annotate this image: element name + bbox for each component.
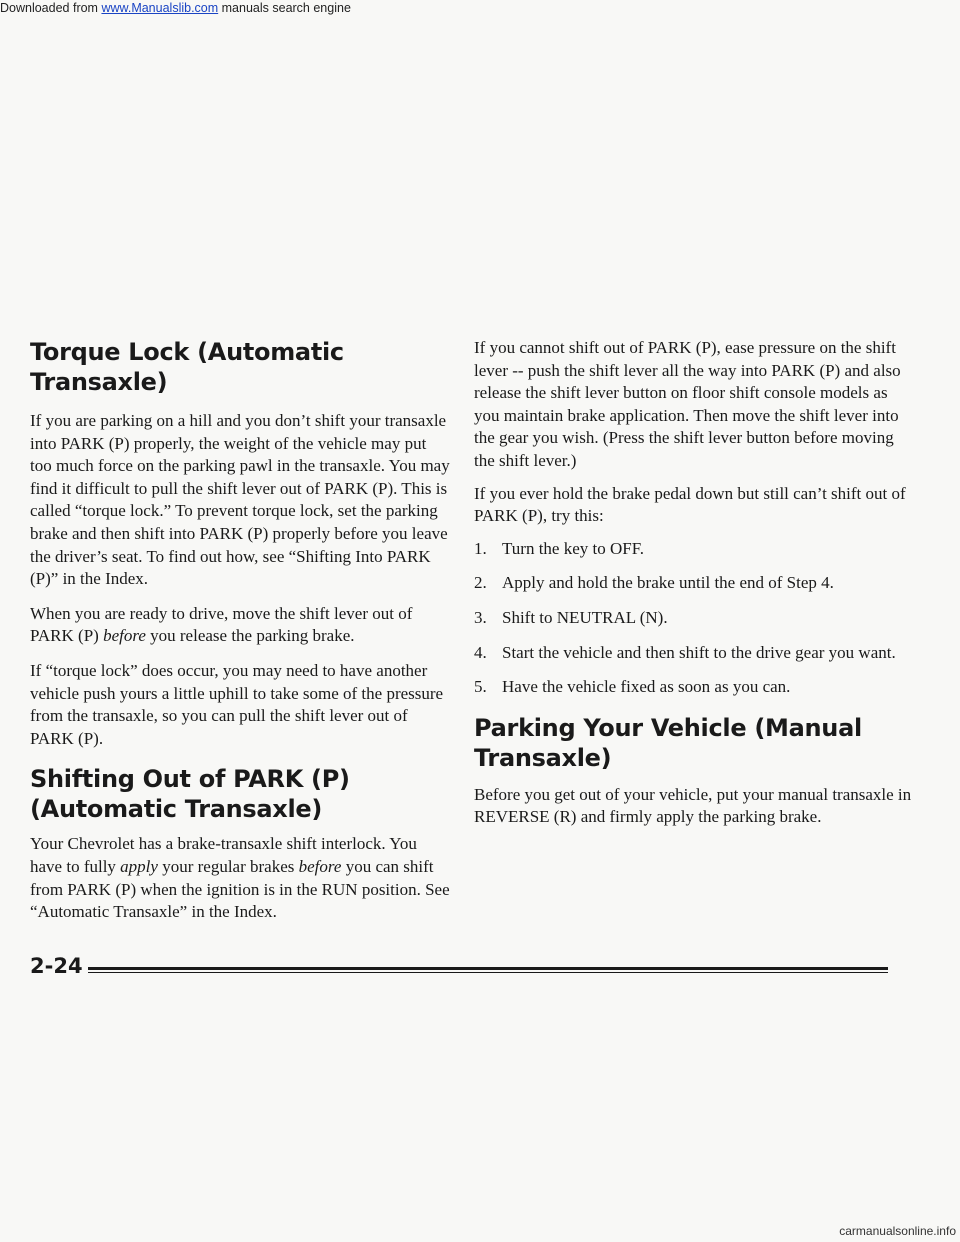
text-span: When you are ready to drive, move the shift lever out of PARK (P) — [30, 603, 413, 646]
footer-rule — [88, 967, 888, 970]
text-span: you can shift from PARK (P) when the ignition is in the RUN position. See “Automatic Transaxle” in the Index. — [30, 856, 450, 922]
step-number: 4. — [474, 642, 487, 662]
left-column — [30, 337, 450, 936]
list-item — [474, 538, 914, 561]
text-span: you release the parking brake. — [145, 626, 355, 646]
footer-rule-thin — [88, 972, 888, 973]
torque-lock-heading: Torque Lock (Automatic Transaxle) — [30, 338, 344, 396]
step-number: 1. — [474, 538, 487, 558]
cannot-shift-paragraph: If you cannot shift out of PARK (P), ease pressure on the shift lever -- push the shift lever all the way into PARK (P) and also release the shift lever button on floor shift console models as you maintain brake application. Then move the shift lever into the gear you wish. (Press the shift lever button before moving the shift lever.) — [474, 338, 901, 470]
step-text: Start the vehicle and then shift to the drive gear you want. — [502, 642, 896, 662]
page-footer — [30, 953, 888, 979]
torque-lock-paragraph-2 — [30, 603, 450, 648]
right-column — [474, 337, 914, 839]
step-text: Apply and hold the brake until the end of Step 4. — [502, 573, 834, 593]
text-span: your regular brakes — [157, 856, 299, 876]
heading-line-2: (Automatic Transaxle) — [30, 795, 323, 824]
emphasis-before: before — [298, 856, 342, 876]
step-text: Have the vehicle fixed as soon as you can. — [502, 677, 791, 697]
heading-line-1: Shifting Out of PARK (P) — [30, 765, 350, 794]
torque-lock-paragraph-1: If you are parking on a hill and you don’t shift your transaxle into PARK (P) properly, the weight of the vehicle may put too much force on the parking pawl in the transaxle. You may find it difficult to pull the shift lever out of PARK (P). This is called “torque lock.” To prevent torque lock, set the parking brake and then shift into PARK (P) properly before you leave the driver’s seat. To find out how, see “Shifting Into PARK (P)” in the Index. — [30, 411, 450, 589]
list-item — [474, 572, 914, 595]
parking-manual-paragraph: Before you get out of your vehicle, put your manual transaxle in REVERSE (R) and firmly apply the parking brake. — [474, 784, 912, 827]
emphasis-apply: apply — [120, 856, 158, 876]
try-this-paragraph: If you ever hold the brake pedal down but still can’t shift out of PARK (P), try this: — [474, 483, 906, 526]
watermark-suffix: manuals search engine — [218, 1, 351, 15]
step-text: Turn the key to OFF. — [502, 538, 645, 558]
site-watermark: carmanualsonline.info — [839, 1224, 956, 1238]
download-watermark — [0, 0, 351, 16]
step-number: 5. — [474, 677, 487, 697]
manualslib-link[interactable]: www.Manualslib.com — [101, 1, 219, 15]
emphasis-before: before — [103, 626, 146, 646]
text-span: Your Chevrolet has a brake-transaxle shift interlock. You have to fully — [30, 834, 417, 876]
parking-manual-heading: Parking Your Vehicle (Manual Transaxle) — [474, 713, 862, 772]
list-item — [474, 642, 914, 665]
list-item — [474, 676, 914, 699]
shifting-out-of-park-heading — [30, 764, 450, 824]
page-number: 2-24 — [30, 954, 83, 978]
list-item — [474, 607, 914, 630]
watermark-prefix: Downloaded from — [0, 1, 102, 15]
step-text: Shift to NEUTRAL (N). — [502, 607, 668, 627]
step-number: 3. — [474, 607, 487, 627]
steps-list — [474, 538, 914, 699]
torque-lock-paragraph-3: If “torque lock” does occur, you may need to have another vehicle push yours a little uphill to take some of the pressure from the transaxle, so you can pull the shift lever out of PARK (P). — [30, 660, 444, 748]
shifting-out-paragraph — [30, 833, 450, 923]
step-number: 2. — [474, 573, 487, 593]
